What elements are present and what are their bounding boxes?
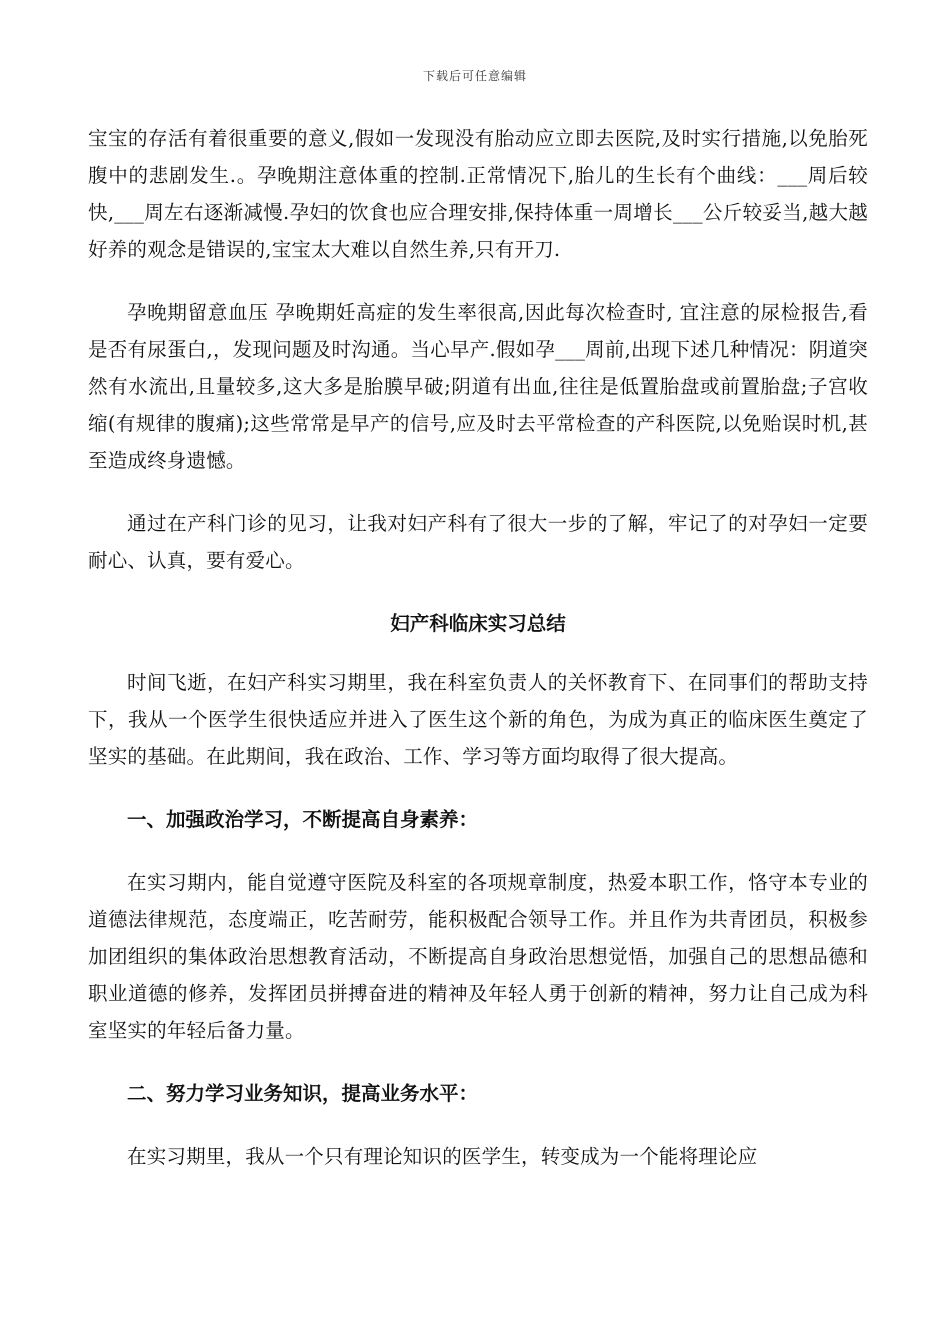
paragraph-political-study: 在实习期内，能自觉遵守医院及科室的各项规章制度，热爱本职工作，恪守本专业的道德法律规范，态度端正，吃苦耐劳，能积极配合领导工作。并且作为共青团员，积极参加团组织的集体政治思想教育活动，不断提高自身政治思想觉悟，加强自己的思想品德和职业道德的修养，发挥团员拼搏奋进的精神及年轻人勇于创新的精神，努力让自己成为科室坚实的年轻后备力量。 <box>88 871 868 1042</box>
section-heading-professional-study: 二、努力学习业务知识，提高业务水平： <box>127 1082 479 1105</box>
header-note: 下载后可任意编辑 <box>422 69 527 83</box>
paragraph-fetal-movement: 宝宝的存活有着很重要的意义,假如一发现没有胎动应立即去医院,及时实行措施,以免胎死腹中的悲剧发生.。孕晚期注意体重的控制.正常情况下,胎儿的生长有个曲线：___周后较快,___周左右逐渐减慢.孕妇的饮食也应合理安排,保持体重一周增长___公斤较妥当,越大越好养的观念是错误的,宝宝太大难以自然生养,只有开刀. <box>88 127 868 261</box>
document-title: 妇产科临床实习总结 <box>390 612 566 635</box>
paragraph-professional-study: 在实习期里，我从一个只有理论知识的医学生，转变成为一个能将理论应 <box>127 1145 758 1168</box>
section-heading-political-study: 一、加强政治学习，不断提高自身素养： <box>127 808 479 831</box>
document-body <box>88 120 868 1201</box>
paragraph-intro: 时间飞逝，在妇产科实习期里，我在科室负责人的关怀教育下、在同事们的帮助支持下，我从一个医学生很快适应并进入了医生这个新的角色，为成为真正的临床医生奠定了坚实的基础。在此期间，我在政治、工作、学习等方面均取得了很大提高。 <box>88 671 868 768</box>
paragraph-clinic-summary: 通过在产科门诊的见习，让我对妇产科有了很大一步的了解，牢记了的对孕妇一定要耐心、认真，要有爱心。 <box>88 512 868 572</box>
paragraph-blood-pressure: 孕晚期留意血压 孕晚期妊高症的发生率很高,因此每次检查时, 宜注意的尿检报告,看是否有尿蛋白,，发现问题及时沟通。当心早产.假如孕___周前,出现下述几种情况：阴道突然有水流出,且量较多,这大多是胎膜早破;阴道有出血,往往是低置胎盘或前置胎盘;子宫收缩(有规律的腹痛);这些常常是早产的信号,应及时去平常检查的产科医院,以免贻误时机,甚至造成终身遗憾。 <box>88 301 868 472</box>
